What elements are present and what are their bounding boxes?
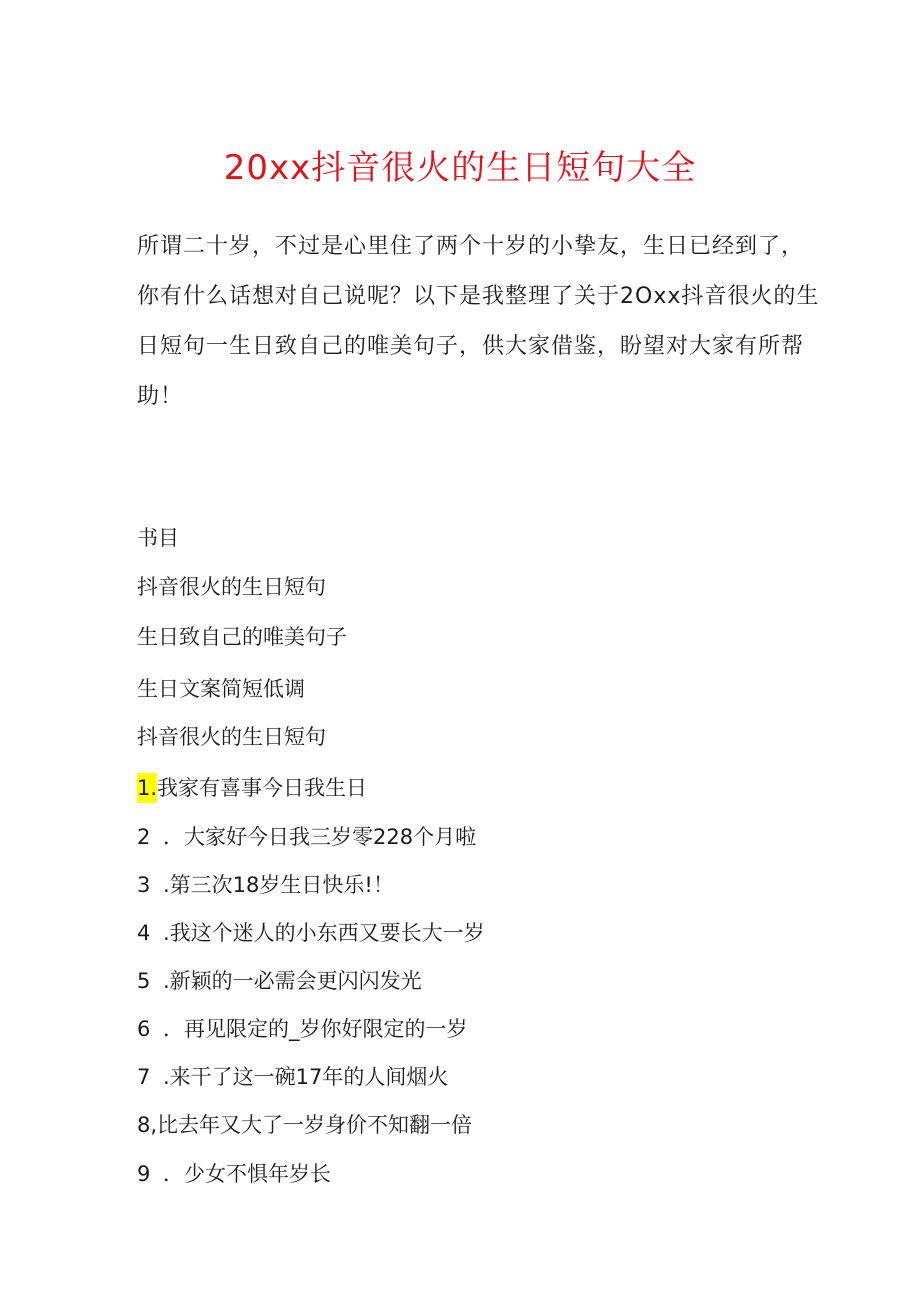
intro-line: 助！ xyxy=(137,384,184,409)
intro-line: 所谓二十岁，不过是心里住了两个十岁的小挚友，生日已经到了， xyxy=(137,234,805,259)
intro-paragraph xyxy=(137,222,820,422)
list-number: 2 xyxy=(137,825,151,849)
list-text: .来干了这一碗17年的人间烟火 xyxy=(163,1065,449,1089)
list-item xyxy=(137,1110,472,1140)
intro-line: 你有什么话想对自己说呢？以下是我整理了关于2Oxx抖音很火的生 xyxy=(137,284,820,309)
list-item xyxy=(137,966,422,996)
list-item xyxy=(137,918,485,948)
list-text: 比去年又大了一岁身价不知翻一倍 xyxy=(157,1113,473,1137)
toc-item: 生日致自己的唯美句子 xyxy=(137,625,347,649)
list-text: ．再见限定的_岁你好限定的一岁 xyxy=(163,1017,468,1041)
toc-heading: 书目 xyxy=(137,526,179,550)
list-text: 我家有喜事今日我生日 xyxy=(157,776,368,800)
list-text: ．少女不惧年岁长 xyxy=(163,1162,331,1186)
toc-item: 抖音很火的生日短句 xyxy=(137,575,326,599)
list-number: 1. xyxy=(137,773,157,803)
list-number: 6 xyxy=(137,1017,151,1041)
list-text: .我这个迷人的小东西又要长大一岁 xyxy=(163,921,485,945)
intro-line: 日短句一生日致自己的唯美句子，供大家借鉴，盼望对大家有所帮 xyxy=(137,334,805,359)
list-item xyxy=(137,1062,448,1092)
toc-item: 生日文案简短低调 xyxy=(137,677,305,701)
list-item xyxy=(137,1014,468,1044)
list-item xyxy=(137,1159,331,1189)
list-item xyxy=(137,822,476,852)
document-title: 20xx抖音很火的生日短句大全 xyxy=(223,148,697,188)
list-text: ．大家好今日我三岁零228个月啦 xyxy=(163,825,477,849)
list-number: 3 xyxy=(137,873,151,897)
list-number: 9 xyxy=(137,1162,151,1186)
list-number: 4 xyxy=(137,921,151,945)
list-text: .新颖的一必需会更闪闪发光 xyxy=(163,969,422,993)
list-text: .第三次18岁生日快乐!！ xyxy=(163,873,394,897)
section-heading: 抖音很火的生日短句 xyxy=(137,725,326,749)
list-item xyxy=(137,773,367,803)
list-number: 5 xyxy=(137,969,151,993)
list-number: 8, xyxy=(137,1113,158,1137)
list-item xyxy=(137,870,394,900)
list-number: 7 xyxy=(137,1065,151,1089)
